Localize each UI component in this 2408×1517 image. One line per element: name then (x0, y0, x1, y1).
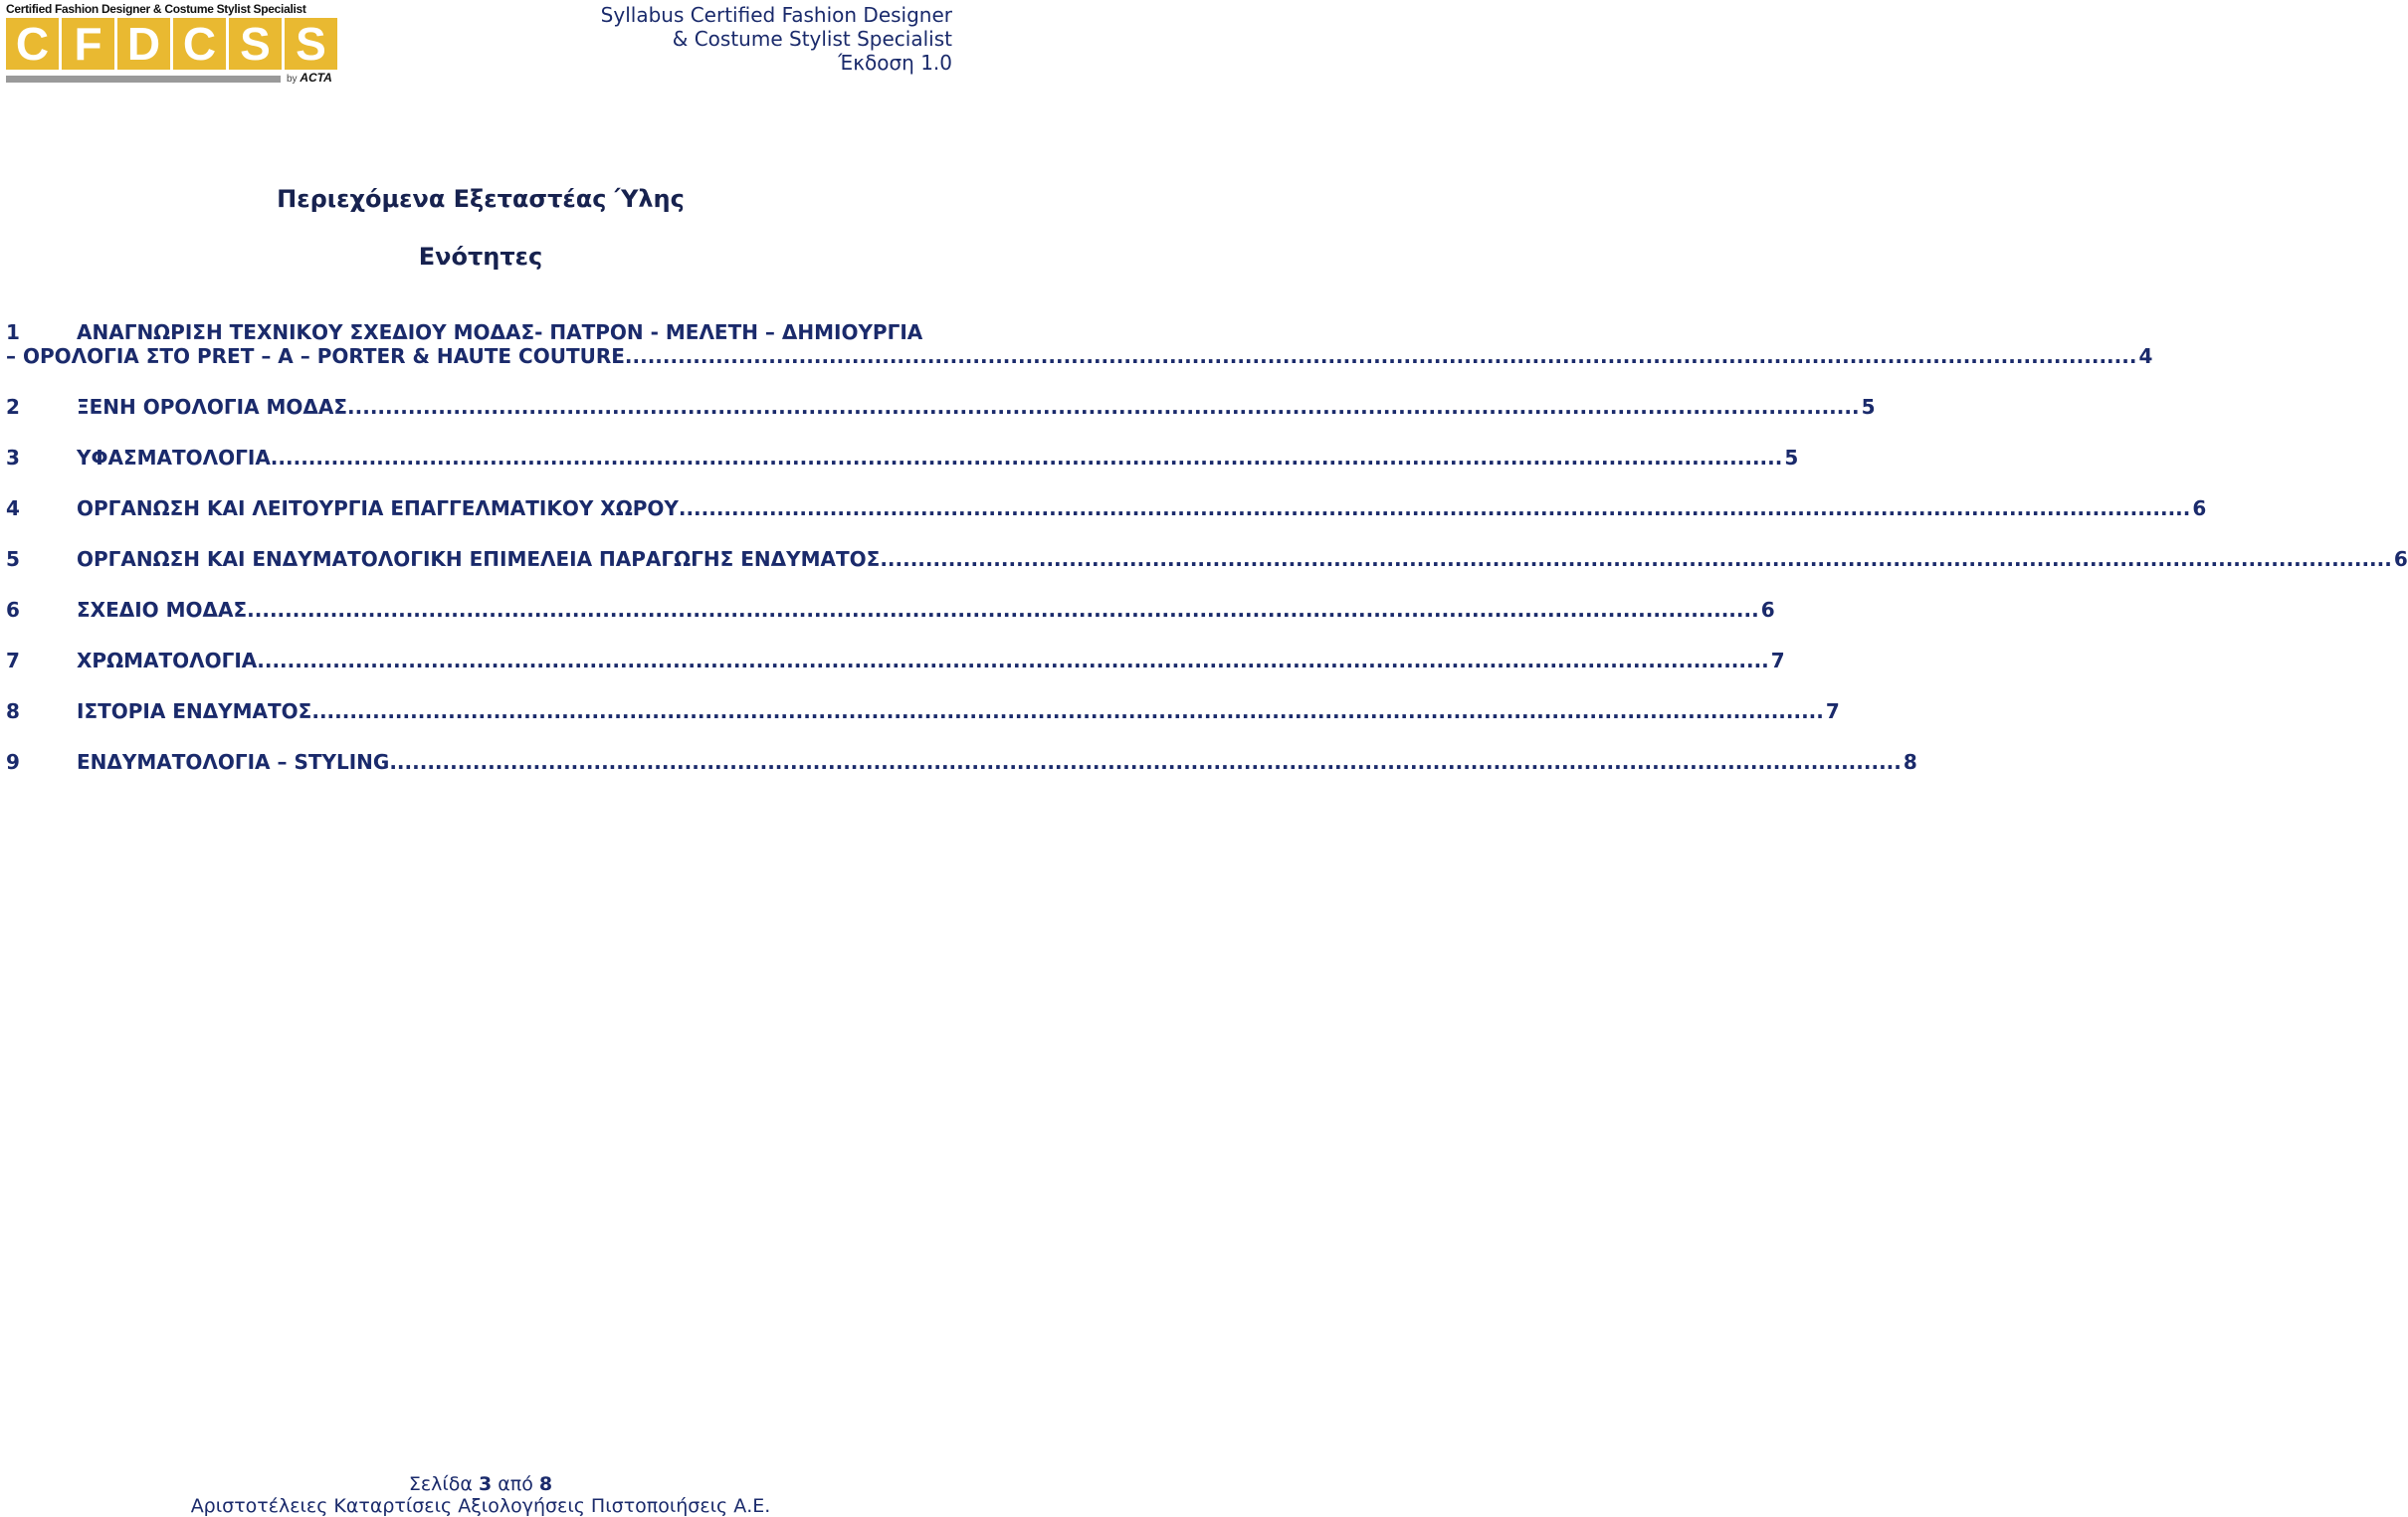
toc-page-number: 8 (1903, 750, 1917, 774)
toc-number: 6 (6, 598, 20, 622)
logo-by-label: by (287, 74, 298, 85)
toc-entry-line (6, 649, 1785, 672)
toc-entry-line (6, 699, 1840, 723)
toc-page-number: 4 (2138, 344, 2153, 368)
footer-page-total: 8 (538, 1473, 553, 1495)
document-title: Περιεχόμενα Εξεταστέας Ύλης (277, 185, 685, 213)
logo-letter: F (62, 18, 114, 70)
toc-title: ΣΧΕΔΙΟ ΜΟΔΑΣ (77, 598, 248, 622)
toc-entry-8[interactable] (6, 699, 1840, 723)
logo-letter: C (173, 18, 226, 70)
footer-page-of: από (498, 1473, 533, 1495)
toc-page-number: 5 (1861, 395, 1876, 419)
toc-number: 2 (6, 395, 20, 419)
toc-entry-line (6, 547, 2408, 571)
logo-letter: C (6, 18, 59, 70)
toc-title: ΟΡΓΑΝΩΣΗ ΚΑΙ ΛΕΙΤΟΥΡΓΙΑ ΕΠΑΓΓΕΛΜΑΤΙΚΟΥ ΧΩΡΟΥ (77, 496, 679, 520)
toc-entry-line (6, 598, 1775, 622)
cfdcss-logo (6, 2, 338, 86)
toc-title: ΙΣΤΟΡΙΑ ΕΝΔΥΜΑΤΟΣ (77, 699, 312, 723)
toc-leader-dots: ........................................................................................................................................................................................................ (880, 547, 2392, 571)
toc-entry-3[interactable] (6, 446, 1799, 470)
logo-letters (6, 18, 337, 70)
toc-entry-4[interactable] (6, 496, 2207, 520)
footer-page-current: 3 (479, 1473, 493, 1495)
toc-entry-line (6, 750, 1917, 774)
toc-number: 9 (6, 750, 20, 774)
header-version: Έκδοση 1.0 (838, 51, 952, 75)
logo-by-acta (287, 71, 332, 85)
toc-title: ΧΡΩΜΑΤΟΛΟΓΙΑ (77, 649, 258, 672)
footer-page-label: Σελίδα (408, 1473, 473, 1495)
toc-entry-1[interactable] (6, 320, 2153, 368)
toc-leader-dots: ........................................................................................................................................................................................................ (311, 699, 1824, 723)
toc-leader-dots: ........................................................................................................................................................................................................ (347, 395, 1860, 419)
header-syllabus-info (601, 3, 952, 75)
toc-entry-2[interactable] (6, 395, 1876, 419)
toc-page-number: 7 (1770, 649, 1785, 672)
toc-entry-7[interactable] (6, 649, 1785, 672)
toc-entry-9[interactable] (6, 750, 1917, 774)
logo-by-brand: ACTA (300, 71, 332, 85)
toc-title: ΥΦΑΣΜΑΤΟΛΟΓΙΑ (77, 446, 271, 470)
toc-title: – ΟΡΟΛΟΓΙΑ ΣΤΟ PRET – A – PORTER & HAUTE COUTURE (6, 344, 625, 368)
toc-number: 8 (6, 699, 20, 723)
toc-number: 1 (6, 320, 20, 344)
toc-page-number: 7 (1825, 699, 1840, 723)
logo-letter: S (285, 18, 337, 70)
toc-number: 5 (6, 547, 20, 571)
toc-entry-5[interactable] (6, 547, 2408, 571)
toc-page-number: 6 (1760, 598, 1775, 622)
toc-title: ΟΡΓΑΝΩΣΗ ΚΑΙ ΕΝΔΥΜΑΤΟΛΟΓΙΚΗ ΕΠΙΜΕΛΕΙΑ ΠΑΡΑΓΩΓΗΣ ΕΝΔΥΜΑΤΟΣ (77, 547, 881, 571)
footer-page-indicator (0, 1473, 961, 1495)
logo-bar (6, 76, 281, 83)
toc-leader-dots: ........................................................................................................................................................................................................ (624, 344, 2137, 368)
toc-page-number: 6 (2393, 547, 2408, 571)
document-subtitle: Ενότητες (418, 243, 543, 271)
toc-leader-dots: ........................................................................................................................................................................................................ (257, 649, 1769, 672)
toc-leader-dots: ........................................................................................................................................................................................................ (389, 750, 1902, 774)
toc-page-number: 6 (2192, 496, 2207, 520)
toc-entry-line (6, 446, 1799, 470)
toc-leader-dots: ........................................................................................................................................................................................................ (247, 598, 1759, 622)
toc-number: 3 (6, 446, 20, 470)
toc-entry-line (6, 395, 1876, 419)
footer-company-name: Αριστοτέλειες Καταρτίσεις Αξιολογήσεις Πιστοποιήσεις Α.Ε. (190, 1495, 771, 1517)
toc-entry-6[interactable] (6, 598, 1775, 622)
logo-letter: D (117, 18, 170, 70)
toc-page-number: 5 (1784, 446, 1799, 470)
toc-title: ΕΝΔΥΜΑΤΟΛΟΓΙΑ – STYLING (77, 750, 390, 774)
toc-leader-dots: ........................................................................................................................................................................................................ (678, 496, 2191, 520)
toc-number: 7 (6, 649, 20, 672)
toc-number: 4 (6, 496, 20, 520)
toc-title-line-1: ΑΝΑΓΝΩΡΙΣΗ ΤΕΧΝΙΚΟΥ ΣΧΕΔΙΟΥ ΜΟΔΑΣ- ΠΑΤΡΟΝ - ΜΕΛΕΤΗ – ΔΗΜΙΟΥΡΓΙΑ (77, 320, 923, 344)
logo-caption: Certified Fashion Designer & Costume Stylist Specialist (6, 2, 306, 16)
toc-entry-first-line (6, 320, 952, 344)
toc-entry-line (6, 344, 2153, 368)
logo-letter: S (229, 18, 282, 70)
toc-leader-dots: ........................................................................................................................................................................................................ (270, 446, 1783, 470)
header-line-2: & Costume Stylist Specialist (672, 27, 952, 51)
toc-title: ΞΕΝΗ ΟΡΟΛΟΓΙΑ ΜΟΔΑΣ (77, 395, 348, 419)
toc-entry-line (6, 496, 2207, 520)
header-line-1: Syllabus Certified Fashion Designer (600, 3, 952, 27)
